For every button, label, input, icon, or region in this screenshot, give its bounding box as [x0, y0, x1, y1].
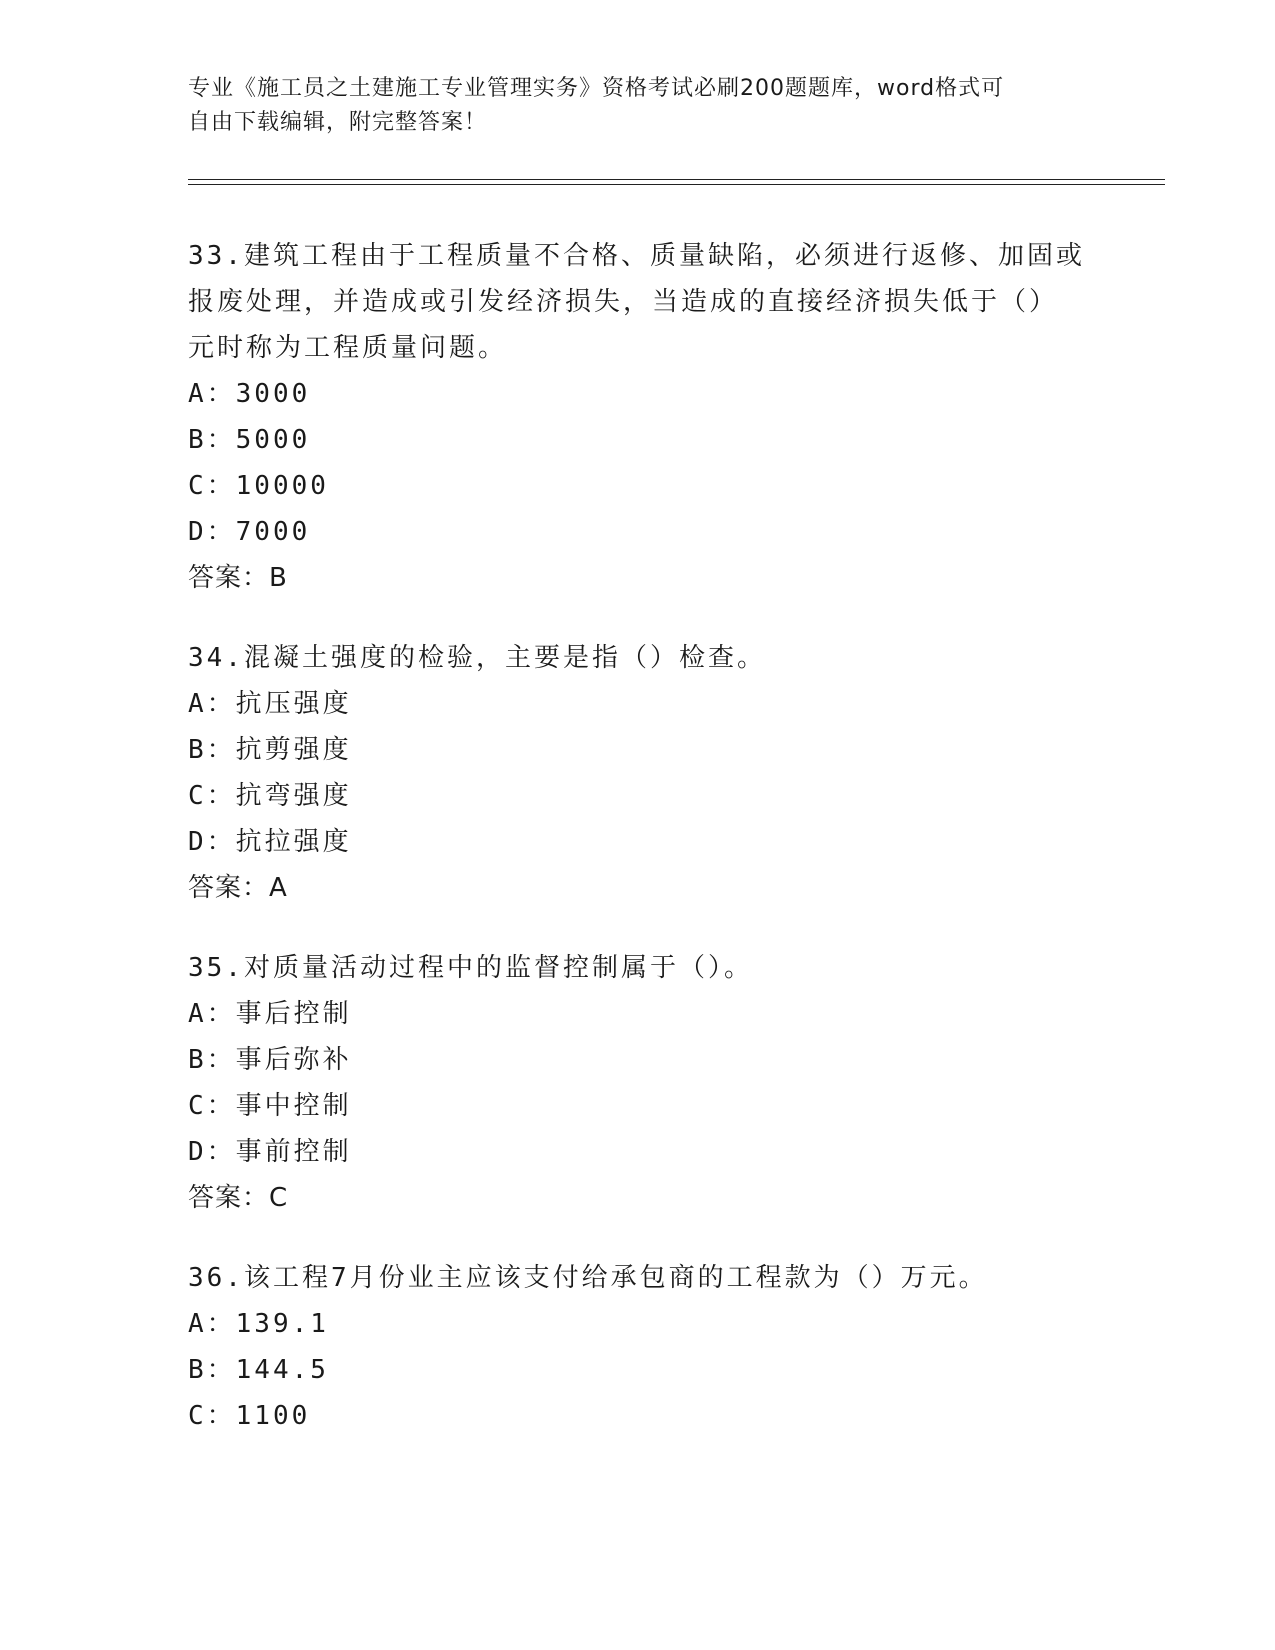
question-stem-line: 34.混凝土强度的检验，主要是指（）检查。: [188, 643, 766, 673]
option-b: [188, 1347, 1088, 1393]
question-stem-line: 36.该工程7月份业主应该支付给承包商的工程款为（）万元。: [188, 1263, 988, 1293]
option-letter: C：: [188, 1091, 236, 1121]
option-letter: C：: [188, 1401, 236, 1431]
option-text: 事中控制: [235, 1091, 352, 1121]
question-33: [188, 233, 1088, 601]
option-letter: A：: [188, 999, 236, 1029]
question-34: [188, 635, 1088, 911]
option-text: 1100: [235, 1401, 311, 1431]
option-d: [188, 819, 1088, 865]
option-text: 7000: [235, 517, 311, 547]
answer-line: 答案：C: [188, 1183, 289, 1213]
option-letter: B：: [188, 1045, 236, 1075]
option-d: [188, 1129, 1088, 1175]
option-text: 事后控制: [235, 999, 352, 1029]
question-stem-line: 33.建筑工程由于工程质量不合格、质量缺陷，必须进行返修、加固或: [188, 241, 1085, 271]
option-text: 144.5: [235, 1355, 329, 1385]
option-letter: B：: [188, 425, 236, 455]
header-divider-top: [188, 179, 1165, 180]
header-line-1: 专业《施工员之土建施工专业管理实务》资格考试必刷200题题库，word格式可: [188, 76, 1005, 101]
question-stem-line: 元时称为工程质量问题。: [188, 333, 508, 363]
document-header: [188, 72, 1088, 140]
option-letter: A：: [188, 379, 236, 409]
option-text: 抗拉强度: [235, 827, 352, 857]
option-letter: B：: [188, 1355, 236, 1385]
option-a: [188, 991, 1088, 1037]
option-letter: B：: [188, 735, 236, 765]
option-c: [188, 773, 1088, 819]
option-letter: D：: [188, 827, 236, 857]
option-text: 抗弯强度: [235, 781, 352, 811]
option-text: 抗压强度: [235, 689, 352, 719]
option-c: [188, 1393, 1088, 1439]
answer-line: 答案：B: [188, 563, 288, 593]
option-b: [188, 1037, 1088, 1083]
option-c: [188, 1083, 1088, 1129]
option-letter: A：: [188, 689, 236, 719]
question-list: [188, 233, 1088, 1473]
option-d: [188, 509, 1088, 555]
header-divider-bottom: [188, 184, 1165, 185]
option-text: 139.1: [235, 1309, 329, 1339]
question-stem-line: 35.对质量活动过程中的监督控制属于（）。: [188, 953, 753, 983]
header-line-2: 自由下载编辑，附完整答案！: [188, 110, 488, 135]
option-text: 抗剪强度: [235, 735, 352, 765]
option-letter: C：: [188, 471, 236, 501]
question-stem-line: 报废处理，并造成或引发经济损失，当造成的直接经济损失低于（）: [188, 287, 1059, 317]
option-letter: D：: [188, 517, 236, 547]
answer-line: 答案：A: [188, 873, 288, 903]
option-letter: D：: [188, 1137, 236, 1167]
option-text: 5000: [235, 425, 311, 455]
question-35: [188, 945, 1088, 1221]
question-36: [188, 1255, 1088, 1439]
option-letter: C：: [188, 781, 236, 811]
option-a: [188, 1301, 1088, 1347]
option-a: [188, 371, 1088, 417]
option-text: 10000: [235, 471, 329, 501]
option-letter: A：: [188, 1309, 236, 1339]
option-c: [188, 463, 1088, 509]
option-text: 事前控制: [235, 1137, 352, 1167]
option-text: 事后弥补: [235, 1045, 352, 1075]
option-b: [188, 727, 1088, 773]
option-a: [188, 681, 1088, 727]
option-text: 3000: [235, 379, 311, 409]
option-b: [188, 417, 1088, 463]
